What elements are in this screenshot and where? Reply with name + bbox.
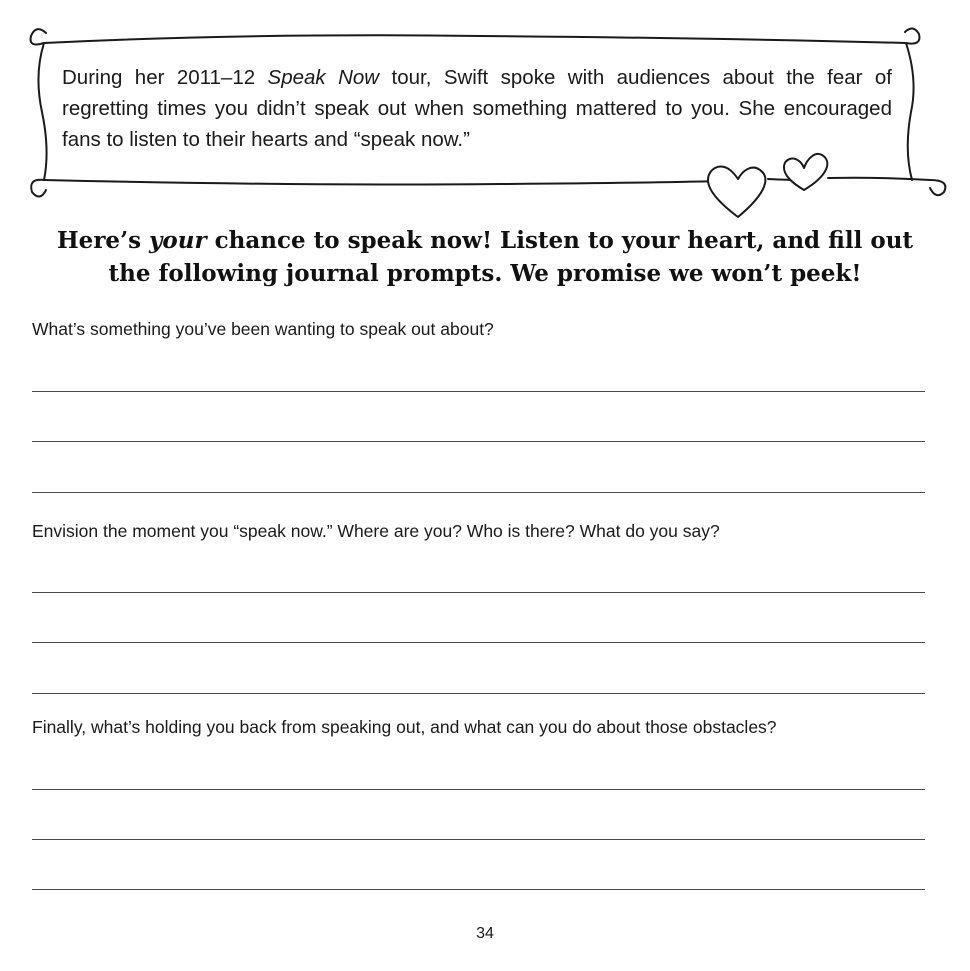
prompt-2: Envision the moment you “speak now.” Where are you? Who is there? What do you say? <box>32 521 720 541</box>
writing-line[interactable] <box>32 889 925 890</box>
writing-line[interactable] <box>32 839 925 840</box>
intro-paragraph: During her 2011–12 Speak Now tour, Swift spoke with audiences about the fear of regretting times you didn’t speak out when something mattered to you. She encouraged fans to listen to their hearts and “speak now.” <box>62 66 892 151</box>
journal-heading: Here’s your chance to speak now! Listen to your heart, and fill out the following journal prompts. We promise we won’t peek! <box>56 227 914 287</box>
writing-line[interactable] <box>32 642 925 643</box>
prompt-1: What’s something you’ve been wanting to speak out about? <box>32 319 494 339</box>
writing-line[interactable] <box>32 492 925 493</box>
writing-line[interactable] <box>32 441 925 442</box>
heading-emphasis: your <box>149 227 207 254</box>
writing-line[interactable] <box>32 789 925 790</box>
writing-line[interactable] <box>32 391 925 392</box>
heart-icon <box>784 154 827 190</box>
page-number: 34 <box>476 925 494 942</box>
prompt-3: Finally, what’s holding you back from speaking out, and what can you do about those obstacles? <box>32 717 777 737</box>
writing-line[interactable] <box>32 592 925 593</box>
album-title: Speak Now <box>267 66 380 89</box>
heart-icon <box>708 167 765 217</box>
writing-line[interactable] <box>32 693 925 694</box>
